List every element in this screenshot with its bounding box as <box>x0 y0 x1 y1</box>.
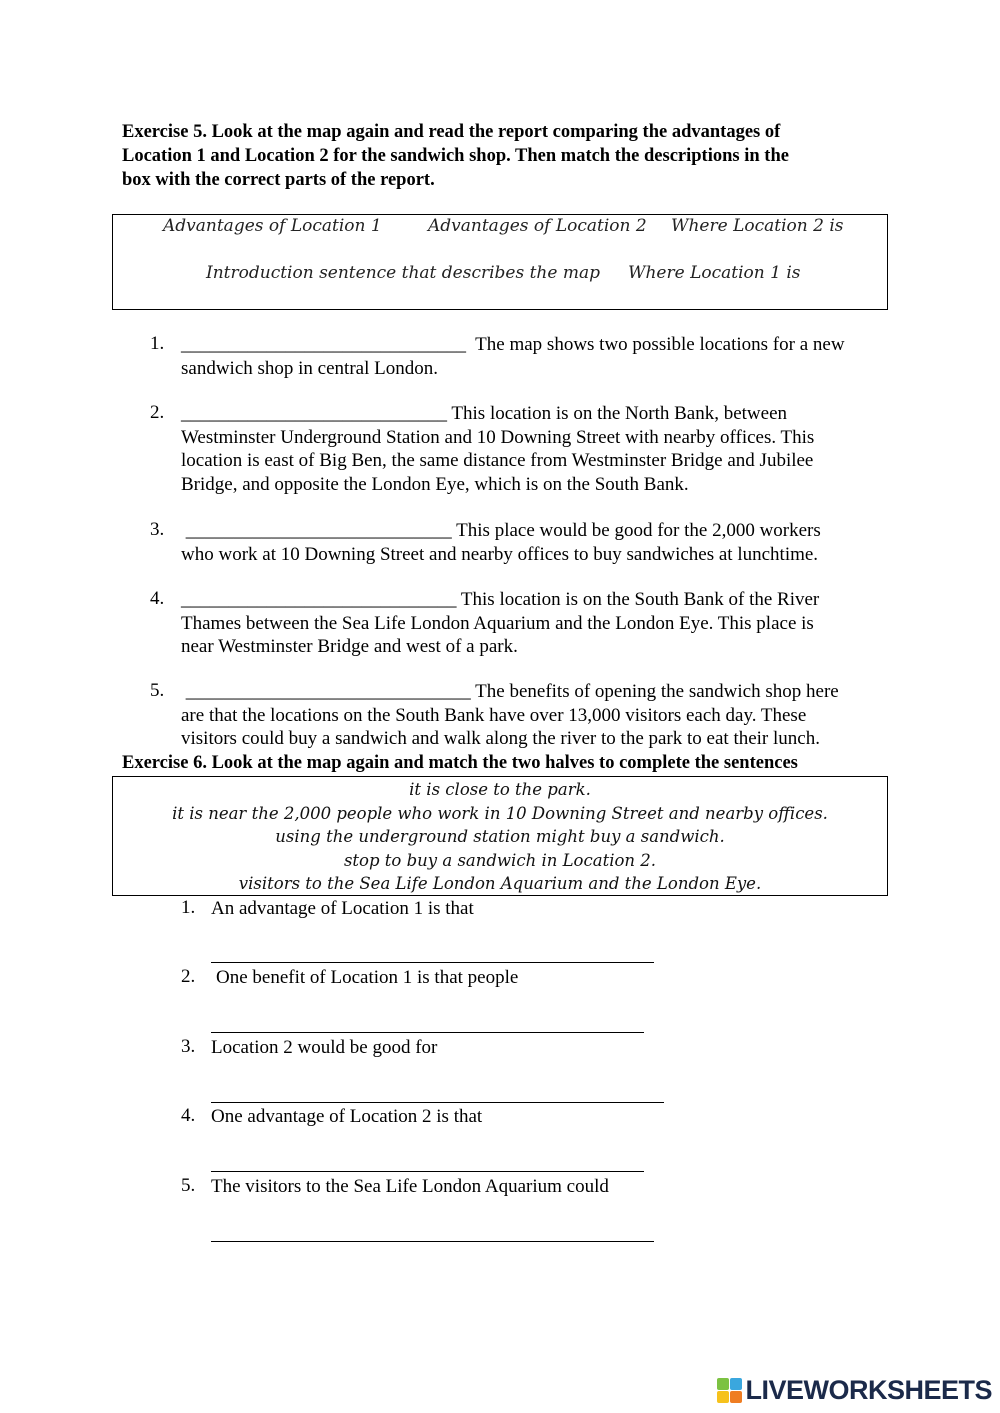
ex6-item1-number: 1. <box>181 897 196 918</box>
liveworksheets-logo-icon <box>717 1378 743 1404</box>
ex6-option-2[interactable]: it is near the 2,000 people who work in 10 Downing Street and nearby offices. <box>172 804 828 823</box>
option-where-location-2[interactable]: Where Location 2 is <box>671 216 844 236</box>
option-introduction-sentence[interactable]: Introduction sentence that describes the map <box>206 263 600 283</box>
ex5-item1 <box>181 333 881 380</box>
ex5-item4-number: 4. <box>150 588 165 609</box>
ex5-item3-number: 3. <box>150 519 165 540</box>
ex5-item1-text: The map shows two possible locations for a new <box>475 334 845 355</box>
ex6-item5-number: 5. <box>181 1175 196 1196</box>
ex6-item2-text: One benefit of Location 1 is that people <box>216 967 519 988</box>
ex5-item4-text: This location is on the South Bank of the River <box>460 589 820 610</box>
ex5-item2-line4: Bridge, and opposite the London Eye, which is on the South Bank. <box>181 473 689 495</box>
exercise5-heading <box>122 120 922 192</box>
exercise5-heading-line3: box with the correct parts of the report. <box>122 170 435 190</box>
exercise5-options-box <box>112 214 888 310</box>
ex6-item1-text: An advantage of Location 1 is that <box>211 898 474 919</box>
exercise6-options-box <box>112 776 888 896</box>
exercise5-heading-line1: Exercise 5. Look at the map again and read the report comparing the advantages of <box>122 122 781 142</box>
ex5-item3-blank[interactable]: ____________________________ <box>185 520 452 541</box>
ex5-item5-line2: are that the locations on the South Bank have over 13,000 visitors each day. These <box>181 704 807 726</box>
ex5-item3-text: This place would be good for the 2,000 workers <box>456 520 821 541</box>
ex6-option-3[interactable]: using the underground station might buy a sandwich. <box>275 827 725 846</box>
liveworksheets-logo[interactable] <box>717 1375 992 1406</box>
ex5-item4-line2: Thames between the Sea Life London Aquarium and the London Eye. This place is <box>181 612 814 634</box>
ex6-item3-text: Location 2 would be good for <box>211 1037 438 1058</box>
ex6-item4-text: One advantage of Location 2 is that <box>211 1106 483 1127</box>
ex6-option-4[interactable]: stop to buy a sandwich in Location 2. <box>343 851 657 870</box>
ex6-item2-answer-line[interactable] <box>211 1032 644 1033</box>
exercise6-heading: Exercise 6. Look at the map again and match the two halves to complete the sentences <box>122 753 798 773</box>
ex5-item4 <box>181 588 901 659</box>
ex6-option-1[interactable]: it is close to the park. <box>409 780 591 799</box>
ex6-item3-number: 3. <box>181 1036 196 1057</box>
ex5-item2-line2: Westminster Underground Station and 10 Downing Street with nearby offices. This <box>181 426 815 448</box>
option-advantages-location-2[interactable]: Advantages of Location 2 <box>428 216 647 236</box>
ex6-item2-number: 2. <box>181 966 196 987</box>
ex6-item4-answer-line[interactable] <box>211 1171 644 1172</box>
ex5-item5 <box>181 680 901 751</box>
ex5-item5-text: The benefits of opening the sandwich shop here <box>475 681 839 702</box>
ex5-item4-blank[interactable]: _____________________________ <box>181 589 457 610</box>
ex6-item1-answer-line[interactable] <box>211 962 654 963</box>
ex5-item5-line3: visitors could buy a sandwich and walk along the river to the park to eat their lunch. <box>181 728 820 749</box>
ex5-item2-blank[interactable]: ____________________________ <box>181 403 447 424</box>
ex5-item5-number: 5. <box>150 680 165 701</box>
ex5-item3-line2: who work at 10 Downing Street and nearby offices to buy sandwiches at lunchtime. <box>181 543 819 565</box>
ex5-item1-number: 1. <box>150 333 165 354</box>
ex5-item2-number: 2. <box>150 402 165 423</box>
ex5-item3 <box>181 519 901 566</box>
ex6-option-5[interactable]: visitors to the Sea Life London Aquarium and the London Eye. <box>238 874 762 893</box>
ex5-item2-line3: location is east of Big Ben, the same distance from Westminster Bridge and Jubilee <box>181 450 814 471</box>
ex6-item5-text: The visitors to the Sea Life London Aquarium could <box>211 1176 609 1197</box>
ex5-item1-blank[interactable]: ______________________________ <box>181 334 466 355</box>
liveworksheets-logo-text: LIVEWORKSHEETS <box>745 1375 992 1405</box>
ex5-item2-text: This location is on the North Bank, between <box>451 403 788 424</box>
ex5-item5-blank[interactable]: ______________________________ <box>185 681 471 702</box>
ex6-item5-answer-line[interactable] <box>211 1241 654 1242</box>
exercise5-heading-line2: Location 1 and Location 2 for the sandwich shop. Then match the descriptions in the <box>122 146 789 166</box>
ex6-item4-number: 4. <box>181 1105 196 1126</box>
ex5-item4-line3: near Westminster Bridge and west of a park. <box>181 636 518 657</box>
option-where-location-1[interactable]: Where Location 1 is <box>628 263 801 283</box>
ex5-item1-line2: sandwich shop in central London. <box>181 357 438 379</box>
option-advantages-location-1[interactable]: Advantages of Location 1 <box>163 216 382 236</box>
ex6-item3-answer-line[interactable] <box>211 1102 664 1103</box>
ex5-item2 <box>181 402 901 496</box>
